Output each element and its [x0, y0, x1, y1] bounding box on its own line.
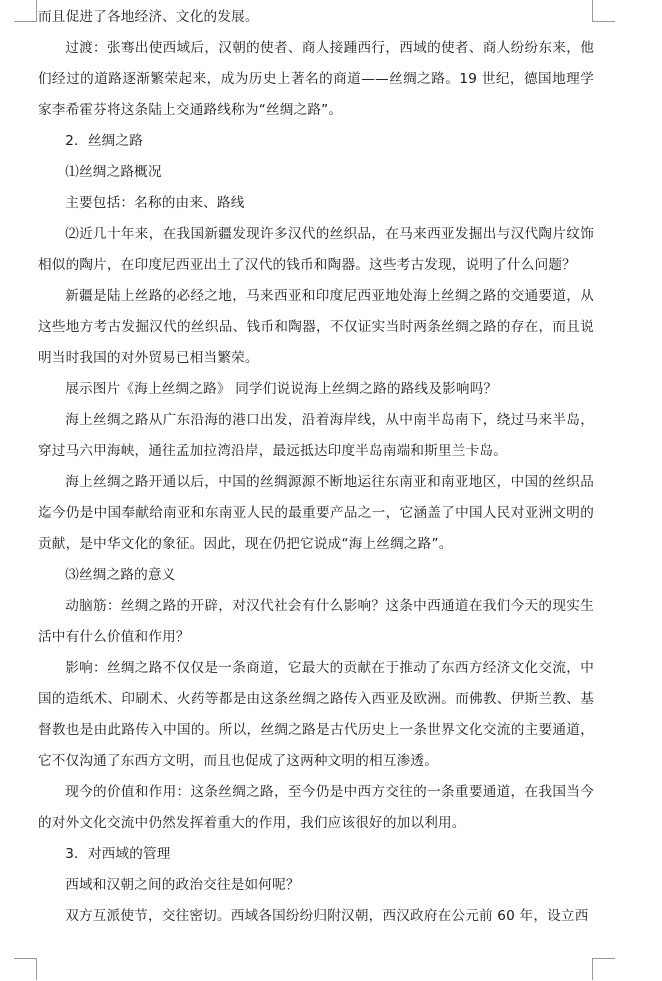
paragraph: 影响：丝绸之路不仅仅是一条商道，它最大的贡献在于推动了东西方经济文化交流，中国的造纸术、印刷术、火药等都是由这条丝绸之路传入西亚及欧洲。而佛教、伊斯兰教、基督教也是由此路传入中国的。所以，丝绸之路是古代历史上一条世界文化交流的主要通道，它不仅沟通了东西方文明，而且也促成了这两种文明的相互渗透。: [38, 660, 594, 769]
paragraph: 主要包括：名称的由来、路线: [65, 195, 245, 211]
crop-mark-top-left: [14, 21, 36, 22]
paragraph: 西域和汉朝之间的政治交往是如何呢？: [65, 877, 300, 893]
crop-mark-bottom-left: [14, 958, 36, 959]
paragraph: ⑵近几十年来，在我国新疆发现许多汉代的丝织品，在马来西亚发掘出与汉代陶片纹饰相似的陶片，在印度尼西亚出土了汉代的钱币和陶器。这些考古发现，说明了什么问题？: [38, 226, 594, 273]
paragraph: 海上丝绸之路开通以后，中国的丝绸源源不断地运往东南亚和南亚地区，中国的丝织品迄今仍是中国奉献给南亚和东南亚人民的最重要产品之一，它涵盖了中国人民对亚洲文明的贡献，是中华文化的象征。因此，现在仍把它说成“海上丝绸之路”。: [38, 474, 594, 552]
paragraph: 双方互派使节，交往密切。西域各国纷纷归附汉朝，西汉政府在公元前 60 年，设立西: [65, 908, 589, 924]
paragraph: 动脑筋：丝绸之路的开辟，对汉代社会有什么影响？这条中西通道在我们今天的现实生活中有什么价值和作用？: [38, 598, 594, 645]
crop-mark-top-right: [593, 21, 615, 22]
crop-mark-top-left: [36, 0, 37, 22]
document-body: [38, 2, 594, 932]
crop-mark-bottom-right: [593, 958, 615, 959]
paragraph: 新疆是陆上丝路的必经之地，马来西亚和印度尼西亚地处海上丝绸之路的交通要道，从这些地方考古发掘汉代的丝织品、钱币和陶器，不仅证实当时两条丝绸之路的存在，而且说明当时我国的对外贸易已相当繁荣。: [38, 288, 594, 366]
section-heading: 2．丝绸之路: [65, 133, 144, 149]
paragraph: 过渡：张骞出使西域后，汉朝的使者、商人接踵西行，西域的使者、商人纷纷东来，他们经过的道路逐渐繁荣起来，成为历史上著名的商道——丝绸之路。19 世纪，德国地理学家李希霍芬将这条陆上交通路线称为“丝绸之路”。: [38, 40, 594, 118]
subsection-heading: ⑶丝绸之路的意义: [65, 567, 176, 583]
crop-mark-bottom-right: [592, 958, 593, 980]
paragraph: 海上丝绸之路从广东沿海的港口出发，沿着海岸线，从中南半岛南下，绕过马来半岛，穿过马六甲海峡，通往孟加拉湾沿岸，最远抵达印度半岛南端和斯里兰卡岛。: [38, 412, 594, 459]
section-heading: 3．对西域的管理: [65, 846, 171, 862]
paragraph: 而且促进了各地经济、文化的发展。: [38, 9, 259, 25]
paragraph: 展示图片《海上丝绸之路》 同学们说说海上丝绸之路的路线及影响吗？: [65, 381, 498, 397]
paragraph: 现今的价值和作用：这条丝绸之路，至今仍是中西方交往的一条重要通道，在我国当今的对外文化交流中仍然发挥着重大的作用，我们应该很好的加以利用。: [38, 784, 594, 831]
crop-mark-bottom-left: [36, 958, 37, 980]
subsection-heading: ⑴丝绸之路概况: [65, 164, 162, 180]
